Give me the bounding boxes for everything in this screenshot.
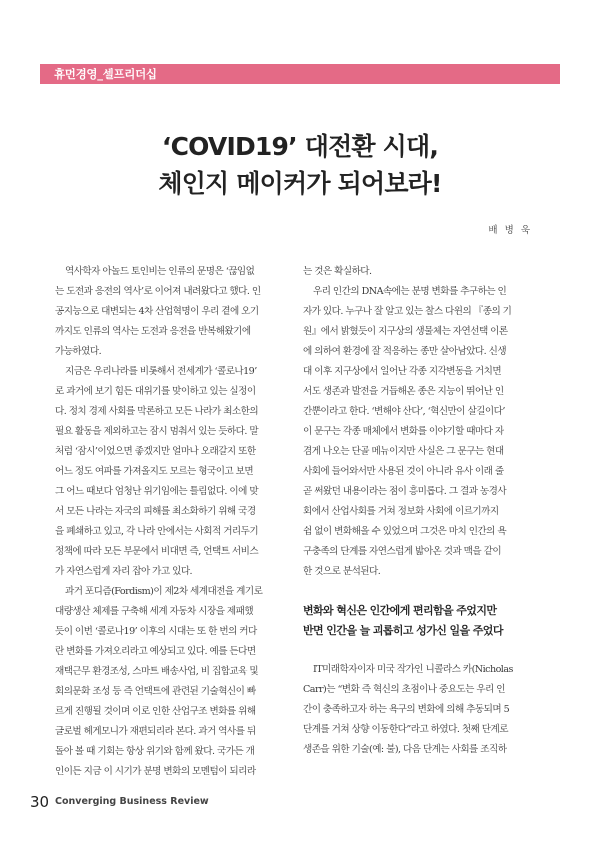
text-line: 단계를 거쳐 상향 이동한다”라고 하였다. 첫째 단계로: [303, 724, 508, 735]
text-line: 쉼 없이 변화해올 수 있었으며 그것은 마치 인간의 욕: [303, 526, 507, 537]
text-line: 가 자연스럽게 자리 잡아 가고 있다.: [55, 566, 193, 577]
right-column: [303, 262, 557, 760]
text-line: 그 어느 때보다 엄청난 위기임에는 틀림없다. 이에 맞: [55, 486, 259, 497]
text-line: 대 이후 지구상에서 일어난 각종 지각변동을 거치면: [303, 366, 502, 377]
article-title-line-1: ‘COVID19’ 대전환 시대,: [161, 132, 439, 161]
article-title: [40, 128, 560, 202]
text-line: 과거 포디즘(Fordism)이 제2차 세계대전을 계기로: [65, 586, 263, 597]
text-line: IT미래학자이자 미국 작가인 니콜라스 카(Nicholas: [313, 664, 513, 675]
article-title-line-2: 체인지 메이커가 되어보라!: [158, 169, 442, 198]
section-label: 휴먼경영_셀프리더십: [54, 67, 157, 81]
text-line: 간뿐이라고 한다. ‘변해야 산다’, ‘혁신만이 살길이다’: [303, 406, 505, 417]
text-line: 회의문화 조성 등 즉 언택트에 관련된 기술혁신이 빠: [55, 686, 256, 697]
text-line: 사회에 들어와서만 사용된 것이 아니라 유사 이래 줄: [303, 466, 504, 477]
text-line: Carr)는 “변화 즉 혁신의 초점이나 중요도는 우리 인: [303, 684, 505, 695]
text-line: 우리 인간의 DNA속에는 분명 변화를 추구하는 인: [313, 286, 507, 297]
text-line: 간이 충족하고자 하는 욕구의 변화에 의해 추동되며 5: [303, 704, 510, 715]
text-line: 다. 정치 경제 사회를 막론하고 모든 나라가 최소한의: [55, 406, 259, 417]
text-line: 을 폐쇄하고 있고, 각 나라 안에서는 사회적 거리두기: [55, 526, 259, 537]
text-line: 이 문구는 각종 매체에서 변화를 이야기할 때마다 자: [303, 426, 504, 437]
text-line: 는 것은 확실하다.: [303, 266, 372, 277]
text-line: 인이든 지금 이 시기가 분명 변화의 모멘텀이 되리라: [55, 766, 256, 777]
text-line: 가능하였다.: [55, 346, 102, 357]
text-line: 어느 정도 여파를 가져올지도 모르는 형국이고 보면: [55, 466, 254, 477]
text-line: 재택근무 환경조성, 스마트 배송사업, 비 집합교육 및: [55, 666, 259, 677]
text-line: 르게 진행될 것이며 이로 인한 산업구조 변화를 위해: [55, 706, 256, 717]
page-number: 30: [30, 793, 50, 811]
text-line: 까지도 인류의 역사는 도전과 응전을 반복해왔기에: [55, 326, 251, 337]
text-line: 란 변화를 가져오리라고 예상되고 있다. 예를 든다면: [55, 646, 256, 657]
text-line: 자가 있다. 누구나 잘 알고 있는 찰스 다윈의 『종의 기: [303, 306, 512, 317]
publication-name: Converging Business Review: [55, 796, 209, 807]
text-line: 서 모든 나라는 자국의 피해를 최소화하기 위해 국경: [55, 506, 256, 517]
text-line: 겸게 나오는 단골 메뉴이지만 사실은 그 문구는 현대: [303, 446, 504, 457]
text-line: 원』에서 밝혔듯이 지구상의 생물체는 자연선택 이론: [303, 326, 508, 337]
text-line: 역사학자 아놀드 토인비는 인류의 문명은 ‘끊임없: [65, 266, 255, 277]
text-line: 서도 생존과 발전을 거듭해온 종은 지능이 뛰어난 인: [303, 386, 504, 397]
text-line: 듯이 이번 ‘콜로나19’ 이후의 시대는 또 한 번의 커다: [55, 626, 257, 637]
text-line: 한 것으로 분석된다.: [303, 566, 381, 577]
text-line: 지금은 우리나라를 비롯해서 전세계가 ‘콜로나19’: [65, 366, 257, 377]
subheading: [303, 601, 557, 641]
subheading-line-1: 변화와 혁신은 인간에게 편리함을 주었지만: [303, 604, 497, 617]
text-line: 정책에 따라 모든 부문에서 비대면 즉, 언택트 서비스: [55, 546, 259, 557]
text-line: 구충족의 단계를 자연스럽게 밟아온 것과 맥을 같이: [303, 546, 502, 557]
section-bar: [40, 64, 560, 84]
text-line: 글로벌 헤게모니가 재편되리라 본다. 과거 역사를 뒤: [55, 726, 256, 737]
left-column: [55, 262, 309, 782]
text-line: 필요 활동을 제외하고는 잠시 멈춰서 있는 듯하다. 말: [55, 426, 259, 437]
text-line: 처럼 ‘잠시’이었으면 좋겠지만 얼마나 오래갈지 또한: [55, 446, 256, 457]
text-line: 대량생산 체제를 구축해 세계 자동차 시장을 제패했: [55, 606, 254, 617]
text-line: 공지능으로 대변되는 4차 산업혁명이 우리 곁에 오기: [55, 306, 259, 317]
text-line: 생존을 위한 기술(예: 불), 다음 단계는 사회를 조직하: [303, 744, 507, 755]
text-line: 에 의하여 환경에 잘 적응하는 종만 살아남았다. 신생: [303, 346, 507, 357]
subheading-line-2: 반면 인간을 늘 괴롭히고 성가신 일을 주었다: [303, 624, 503, 637]
text-line: 곧 써왔던 내용이라는 점이 흥미롭다. 그 결과 농경사: [303, 486, 507, 497]
text-line: 는 도전과 응전의 역사’로 이어져 내려왔다고 했다. 인: [55, 286, 261, 297]
author-name: 배 병 욱: [488, 225, 532, 236]
text-line: 돌아 볼 때 기회는 항상 위기와 함께 왔다. 국가든 개: [55, 746, 255, 757]
text-line: 회에서 산업사회를 거쳐 정보화 사회에 이르기까지: [303, 506, 499, 517]
text-line: 로 과거에 보기 힘든 대위기를 맞이하고 있는 실정이: [55, 386, 256, 397]
